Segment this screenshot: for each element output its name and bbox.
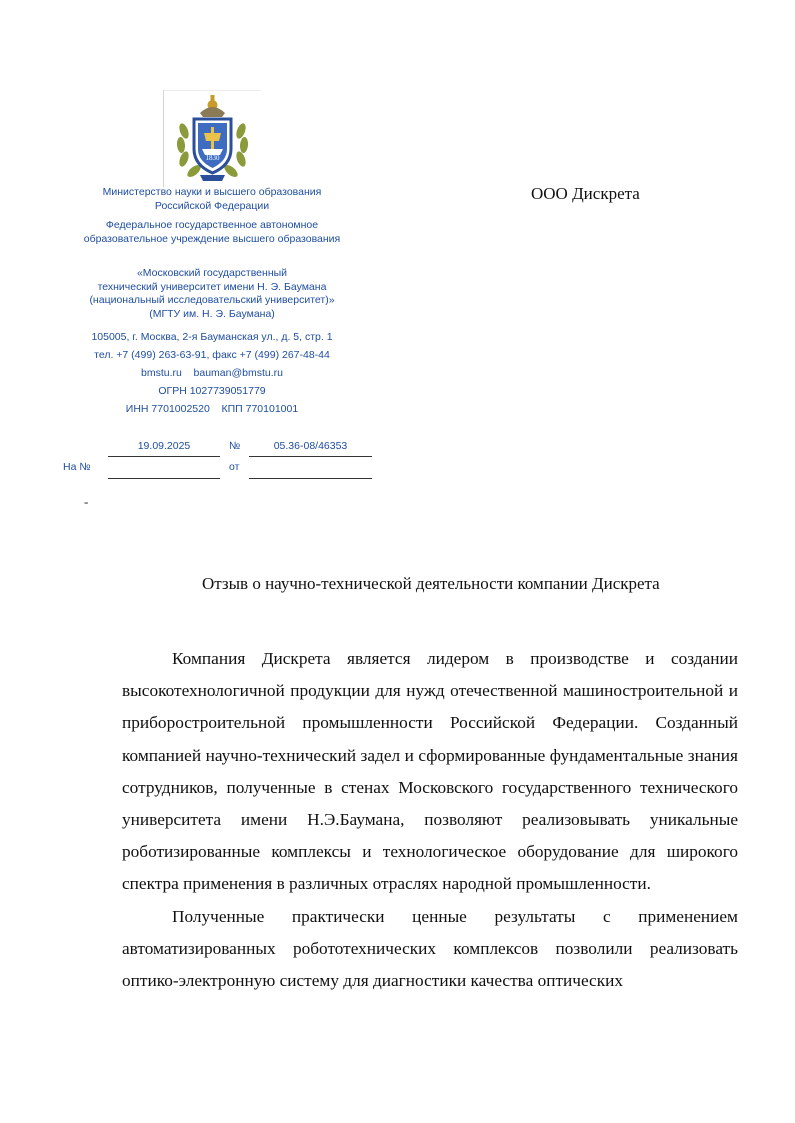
letter-date: 19.09.2025 (137, 440, 191, 452)
university-name-line-2: технический университет имени Н. Э. Баумана (97, 280, 327, 293)
reply-number-underline (108, 478, 220, 479)
phone-fax: тел. +7 (499) 263-63-91, факс +7 (499) 267-48-44 (94, 349, 330, 361)
university-emblem (163, 90, 261, 187)
web-email-line (60, 364, 364, 382)
address: 105005, г. Москва, 2-я Бауманская ул., д. 5, стр. 1 (91, 331, 333, 343)
institution-type (60, 219, 364, 246)
university-name-line-3: (национальный исследовательский университет)» (89, 294, 335, 306)
institution-type-line-1: Федеральное государственное автономное (105, 219, 319, 231)
number-label: № (229, 440, 241, 452)
dash-mark: - (84, 494, 89, 509)
ministry-name (60, 186, 364, 213)
contact-block (60, 328, 364, 418)
reply-date-underline (249, 478, 372, 479)
ministry-line-1: Министерство науки и высшего образования (102, 186, 322, 198)
letter-number: 05.36-08/46353 (273, 440, 348, 452)
kpp: КПП 770101001 (221, 403, 299, 415)
inn: ИНН 7701002520 (125, 403, 210, 415)
from-label: от (229, 461, 240, 473)
website-link[interactable]: bmstu.ru (141, 367, 182, 379)
letter-body (122, 643, 738, 997)
email-link[interactable]: bauman@bmstu.ru (193, 367, 283, 379)
number-underline (249, 456, 372, 457)
inn-kpp-line (60, 400, 364, 418)
university-name (60, 267, 364, 321)
bmstu-coat-of-arms-icon (164, 91, 261, 187)
ogrn: ОГРН 1027739051779 (158, 385, 266, 397)
recipient: ООО Дискрета (531, 184, 640, 203)
body-paragraph-2: Полученные практически ценные результаты с применением автоматизированных робототехнических комплексов позволили реализовать оптико-электронную систему для диагностики качества оптических (122, 906, 738, 991)
document-title: Отзыв о научно-технической деятельности компании Дискрета (202, 574, 660, 593)
university-name-line-4: (МГТУ им. Н. Э. Баумана) (149, 307, 275, 320)
emblem-year: 1830 (205, 154, 220, 162)
date-underline (108, 456, 220, 457)
university-name-line-1: «Московский государственный (136, 267, 288, 279)
ministry-line-2: Российской Федерации (154, 199, 270, 212)
body-paragraph-1: Компания Дискрета является лидером в производстве и создании высокотехнологичной продукции для нужд отечественной машиностроительной и приборостроительной промышленности Российской Федерации. Созданный компанией научно-технический задел и сформированные фундаментальные знания сотрудников, полученные в стенах Московского государственного технического университета имени Н.Э.Баумана, позволяют реализовывать уникальные роботизированные комплексы и технологическое оборудование для широкого спектра применения в различных отраслях народной промышленности. (122, 649, 738, 894)
institution-type-line-2: образовательное учреждение высшего образования (83, 232, 341, 245)
reply-to-label: На № (63, 461, 91, 473)
